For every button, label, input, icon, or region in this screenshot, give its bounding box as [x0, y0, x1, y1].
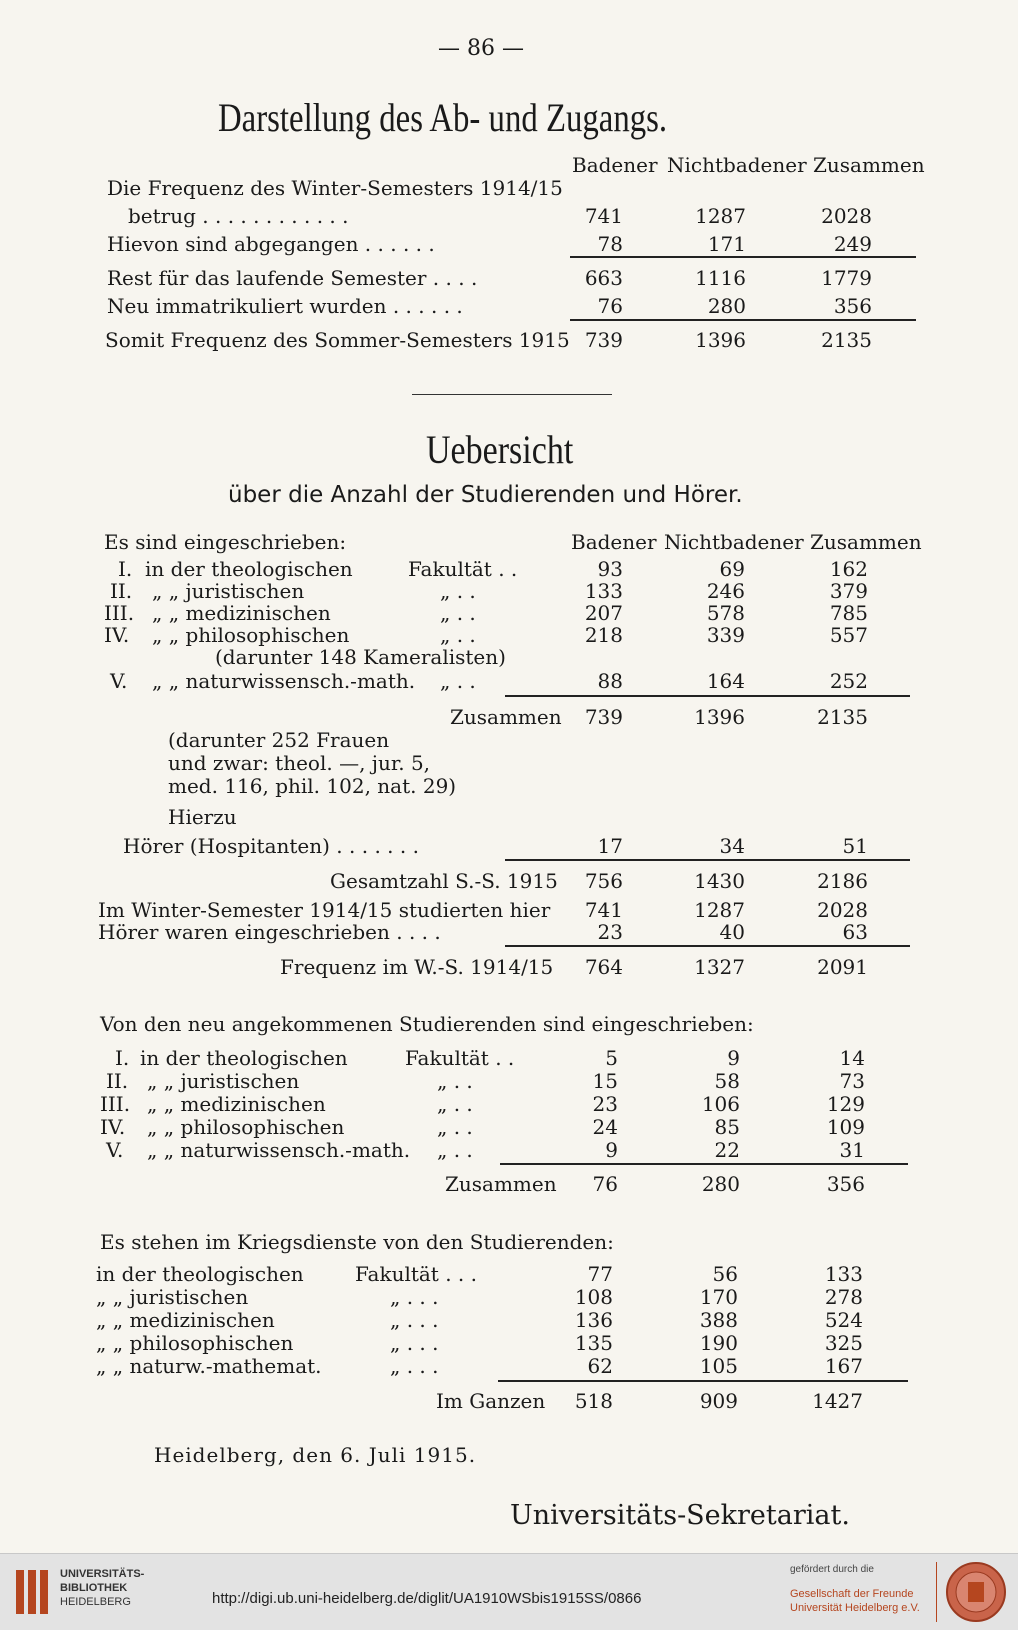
s3-row-badener: 23 — [592, 1092, 618, 1116]
s1-header-zusammen: Zusammen — [813, 153, 925, 177]
s1-sum-rule — [570, 256, 916, 258]
s2-frequenz-label: Frequenz im W.-S. 1914/15 — [280, 955, 554, 979]
s4-row-badener: 62 — [587, 1354, 613, 1378]
s1-row-zusammen: 356 — [833, 294, 872, 318]
s3-row-label: „ „ juristischen — [147, 1069, 300, 1093]
s3-zusammen-label: Zusammen — [445, 1172, 557, 1196]
s1-row-zusammen: 2135 — [821, 328, 872, 352]
s3-row-zusammen: 109 — [826, 1115, 865, 1139]
s2-row-zusammen: 379 — [829, 579, 868, 603]
s1-row-badener: 78 — [597, 232, 623, 256]
s3-row-num: III. — [100, 1092, 131, 1116]
s3-row-nichtbadener: 22 — [714, 1138, 740, 1162]
s2-frauen-note: med. 116, phil. 102, nat. 29) — [168, 774, 457, 798]
s2-winter-badener: 741 — [584, 898, 623, 922]
s2-row-fak: „ . . — [440, 579, 476, 603]
s1-row-nichtbadener: 1287 — [695, 204, 746, 228]
s4-row-nichtbadener: 190 — [699, 1331, 738, 1355]
s4-row-zusammen: 325 — [824, 1331, 863, 1355]
s1-row-badener: 739 — [584, 328, 623, 352]
s4-row-nichtbadener: 56 — [712, 1262, 738, 1286]
s2-row-zusammen: 252 — [829, 669, 868, 693]
section2-title: Uebersicht — [426, 427, 574, 472]
s3-zusammen-badener: 76 — [592, 1172, 618, 1196]
s3-row-zusammen: 14 — [839, 1046, 865, 1070]
s3-row-zusammen: 73 — [839, 1069, 865, 1093]
library-name-line: UNIVERSITÄTS- — [60, 1568, 145, 1580]
s2-zusammen-zusammen: 2135 — [817, 705, 868, 729]
s3-row-label: „ „ philosophischen — [147, 1115, 345, 1139]
s2-frauen-note: (darunter 252 Frauen — [168, 728, 390, 752]
s1-row-badener: 741 — [584, 204, 623, 228]
s3-row-fak: „ . . — [437, 1138, 473, 1162]
s4-row-badener: 108 — [574, 1285, 613, 1309]
s2-row-label: „ „ naturwissensch.-math. — [152, 669, 416, 693]
s2-hoerer-w-nichtbadener: 40 — [719, 920, 745, 944]
s2-frequenz-rule — [505, 945, 910, 947]
s2-row-label: „ „ medizinischen — [152, 601, 331, 625]
section2-subtitle: über die Anzahl der Studierenden und Hörer. — [228, 482, 743, 508]
sponsor-line: Gesellschaft der Freunde — [790, 1588, 914, 1600]
s2-row-nichtbadener: 246 — [706, 579, 745, 603]
s2-zusammen-badener: 739 — [584, 705, 623, 729]
s2-hierzu: Hierzu — [168, 805, 237, 829]
s2-hoerer-w-zusammen: 63 — [842, 920, 868, 944]
s4-row-zusammen: 278 — [824, 1285, 863, 1309]
s4-row-nichtbadener: 388 — [699, 1308, 738, 1332]
section1-title: Darstellung des Ab- und Zugangs. — [218, 95, 668, 140]
s4-total-rule — [498, 1380, 908, 1382]
s2-row-zusammen: 162 — [829, 557, 868, 581]
section-divider — [412, 394, 612, 395]
s2-kameral-note: (darunter 148 Kameralisten) — [215, 645, 506, 669]
sponsor-line: gefördert durch die — [790, 1564, 874, 1575]
s4-row-fak: „ . . . — [390, 1331, 439, 1355]
s3-row-label: „ „ medizinischen — [147, 1092, 326, 1116]
s1-row-label: Rest für das laufende Semester . . . . — [107, 266, 478, 290]
s3-row-num: V. — [106, 1138, 124, 1162]
s2-hoerer-w-badener: 23 — [597, 920, 623, 944]
s2-row-fak: „ . . — [440, 669, 476, 693]
s3-sum-rule — [500, 1163, 908, 1165]
s1-row-zusammen: 1779 — [821, 266, 872, 290]
sponsor-line: Universität Heidelberg e.V. — [790, 1602, 920, 1614]
s2-row-label: „ „ juristischen — [152, 579, 305, 603]
s2-winter-zusammen: 2028 — [817, 898, 868, 922]
s2-row-fak: Fakultät . . — [408, 557, 518, 581]
library-name-line: HEIDELBERG — [60, 1596, 131, 1608]
s2-frequenz-zusammen: 2091 — [817, 955, 868, 979]
s1-header-nichtbadener: Nichtbadener — [667, 153, 807, 177]
s2-frequenz-badener: 764 — [584, 955, 623, 979]
s2-row-label: „ „ philosophischen — [152, 623, 350, 647]
s4-row-label: „ „ juristischen — [96, 1285, 249, 1309]
s4-total-nichtbadener: 909 — [699, 1389, 738, 1413]
s4-row-label: „ „ philosophischen — [96, 1331, 294, 1355]
s3-row-fak: „ . . — [437, 1069, 473, 1093]
s2-hoerer-zusammen: 51 — [842, 834, 868, 858]
s2-row-nichtbadener: 164 — [706, 669, 745, 693]
s2-hoerer-nichtbadener: 34 — [719, 834, 745, 858]
s1-intro: Die Frequenz des Winter-Semesters 1914/15 — [107, 176, 563, 200]
s1-row-zusammen: 2028 — [821, 204, 872, 228]
s2-row-num: V. — [110, 669, 128, 693]
s4-row-zusammen: 167 — [824, 1354, 863, 1378]
s1-row-nichtbadener: 171 — [707, 232, 746, 256]
s2-row-num: II. — [110, 579, 133, 603]
s2-header-zusammen: Zusammen — [810, 530, 922, 554]
s2-row-fak: „ . . — [440, 601, 476, 625]
s2-zusammen-label: Zusammen — [450, 705, 562, 729]
s3-row-num: I. — [115, 1046, 130, 1070]
s4-total-badener: 518 — [574, 1389, 613, 1413]
s4-row-nichtbadener: 170 — [699, 1285, 738, 1309]
s4-row-nichtbadener: 105 — [699, 1354, 738, 1378]
s4-total-zusammen: 1427 — [812, 1389, 863, 1413]
s1-row-nichtbadener: 280 — [707, 294, 746, 318]
s4-row-fak: „ . . . — [390, 1285, 439, 1309]
footer-divider — [936, 1562, 937, 1622]
s3-row-zusammen: 31 — [839, 1138, 865, 1162]
s1-row-nichtbadener: 1396 — [695, 328, 746, 352]
s1-row-label: Somit Frequenz des Sommer-Semesters 1915 — [105, 328, 570, 352]
s3-row-num: II. — [106, 1069, 129, 1093]
permalink-url[interactable]: http://digi.ub.uni-heidelberg.de/diglit/UA1910WSbis1915SS/0866 — [212, 1590, 642, 1607]
s3-row-nichtbadener: 85 — [714, 1115, 740, 1139]
s4-row-label: in der theologischen — [96, 1262, 304, 1286]
s2-row-zusammen: 785 — [829, 601, 868, 625]
s2-frauen-note: und zwar: theol. —, jur. 5, — [168, 751, 431, 775]
s3-row-nichtbadener: 58 — [714, 1069, 740, 1093]
s4-total-label: Im Ganzen — [436, 1389, 546, 1413]
s2-header-badener: Badener — [571, 530, 657, 554]
s4-row-label: „ „ medizinischen — [96, 1308, 275, 1332]
s1-row-nichtbadener: 1116 — [695, 266, 746, 290]
s1-row-label: betrug . . . . . . . . . . . . — [128, 204, 349, 228]
s1-row-badener: 663 — [584, 266, 623, 290]
s3-row-badener: 5 — [605, 1046, 618, 1070]
library-name-line: BIBLIOTHEK — [60, 1582, 128, 1594]
s1-row-label: Hievon sind abgegangen . . . . . . — [107, 232, 435, 256]
footer-bar — [0, 1553, 1018, 1630]
s2-frequenz-nichtbadener: 1327 — [694, 955, 745, 979]
s2-row-badener: 207 — [584, 601, 623, 625]
s3-zusammen-nichtbadener: 280 — [701, 1172, 740, 1196]
s4-row-zusammen: 133 — [824, 1262, 863, 1286]
s2-header-nichtbadener: Nichtbadener — [664, 530, 804, 554]
s4-row-badener: 136 — [574, 1308, 613, 1332]
s2-gesamt-badener: 756 — [584, 869, 623, 893]
s4-row-fak: „ . . . — [390, 1308, 439, 1332]
s2-gesamt-rule — [505, 859, 910, 861]
s1-row-badener: 76 — [597, 294, 623, 318]
s2-sum-rule — [505, 695, 910, 697]
s2-hoerer-w-label: Hörer waren eingeschrieben . . . . — [98, 920, 441, 944]
s2-gesamt-nichtbadener: 1430 — [694, 869, 745, 893]
s4-row-fak: „ . . . — [390, 1354, 439, 1378]
s3-row-label: „ „ naturwissensch.-math. — [147, 1138, 411, 1162]
s4-row-badener: 77 — [587, 1262, 613, 1286]
s2-row-badener: 133 — [584, 579, 623, 603]
s4-row-zusammen: 524 — [824, 1308, 863, 1332]
s2-row-label: in der theologischen — [145, 557, 353, 581]
s3-row-label: in der theologischen — [140, 1046, 348, 1070]
s2-row-zusammen: 557 — [829, 623, 868, 647]
library-logo-icon — [14, 1566, 54, 1618]
s3-row-zusammen: 129 — [826, 1092, 865, 1116]
s2-row-num: IV. — [104, 623, 130, 647]
s1-total-rule — [570, 319, 916, 321]
s2-zusammen-nichtbadener: 1396 — [694, 705, 745, 729]
s4-intro: Es stehen im Kriegsdienste von den Studierenden: — [100, 1230, 614, 1254]
s2-gesamt-zusammen: 2186 — [817, 869, 868, 893]
s3-row-badener: 15 — [592, 1069, 618, 1093]
s2-row-badener: 93 — [597, 557, 623, 581]
s3-row-fak: Fakultät . . — [405, 1046, 515, 1070]
s2-row-nichtbadener: 578 — [706, 601, 745, 625]
s2-row-num: III. — [104, 601, 135, 625]
s2-row-num: I. — [118, 557, 133, 581]
s2-row-badener: 88 — [597, 669, 623, 693]
s2-row-nichtbadener: 69 — [719, 557, 745, 581]
s3-intro: Von den neu angekommenen Studierenden sind eingeschrieben: — [100, 1012, 754, 1036]
s3-row-nichtbadener: 106 — [701, 1092, 740, 1116]
s2-row-fak: „ . . — [440, 623, 476, 647]
s2-hoerer-label: Hörer (Hospitanten) . . . . . . . — [123, 834, 419, 858]
s2-winter-label: Im Winter-Semester 1914/15 studierten hier — [98, 898, 551, 922]
s3-row-badener: 24 — [592, 1115, 618, 1139]
place-date: Heidelberg, den 6. Juli 1915. — [154, 1443, 477, 1467]
s3-row-num: IV. — [100, 1115, 126, 1139]
s2-row-badener: 218 — [584, 623, 623, 647]
s1-row-label: Neu immatrikuliert wurden . . . . . . — [107, 294, 463, 318]
s3-row-fak: „ . . — [437, 1092, 473, 1116]
signature: Universitäts-Sekretariat. — [510, 1500, 850, 1531]
page-number: — 86 — — [438, 36, 524, 61]
s1-row-zusammen: 249 — [833, 232, 872, 256]
s2-row-nichtbadener: 339 — [706, 623, 745, 647]
s1-header-badener: Badener — [572, 153, 658, 177]
s3-zusammen-zusammen: 356 — [826, 1172, 865, 1196]
s3-row-badener: 9 — [605, 1138, 618, 1162]
s2-gesamt-label: Gesamtzahl S.-S. 1915 — [330, 869, 558, 893]
s2-hoerer-badener: 17 — [597, 834, 623, 858]
university-seal-icon — [944, 1560, 1008, 1624]
s3-row-nichtbadener: 9 — [727, 1046, 740, 1070]
s2-winter-nichtbadener: 1287 — [694, 898, 745, 922]
s2-intro: Es sind eingeschrieben: — [104, 530, 347, 554]
s3-row-fak: „ . . — [437, 1115, 473, 1139]
s4-row-label: „ „ naturw.-mathemat. — [96, 1354, 322, 1378]
s4-row-badener: 135 — [574, 1331, 613, 1355]
s4-row-fak: Fakultät . . . — [355, 1262, 477, 1286]
